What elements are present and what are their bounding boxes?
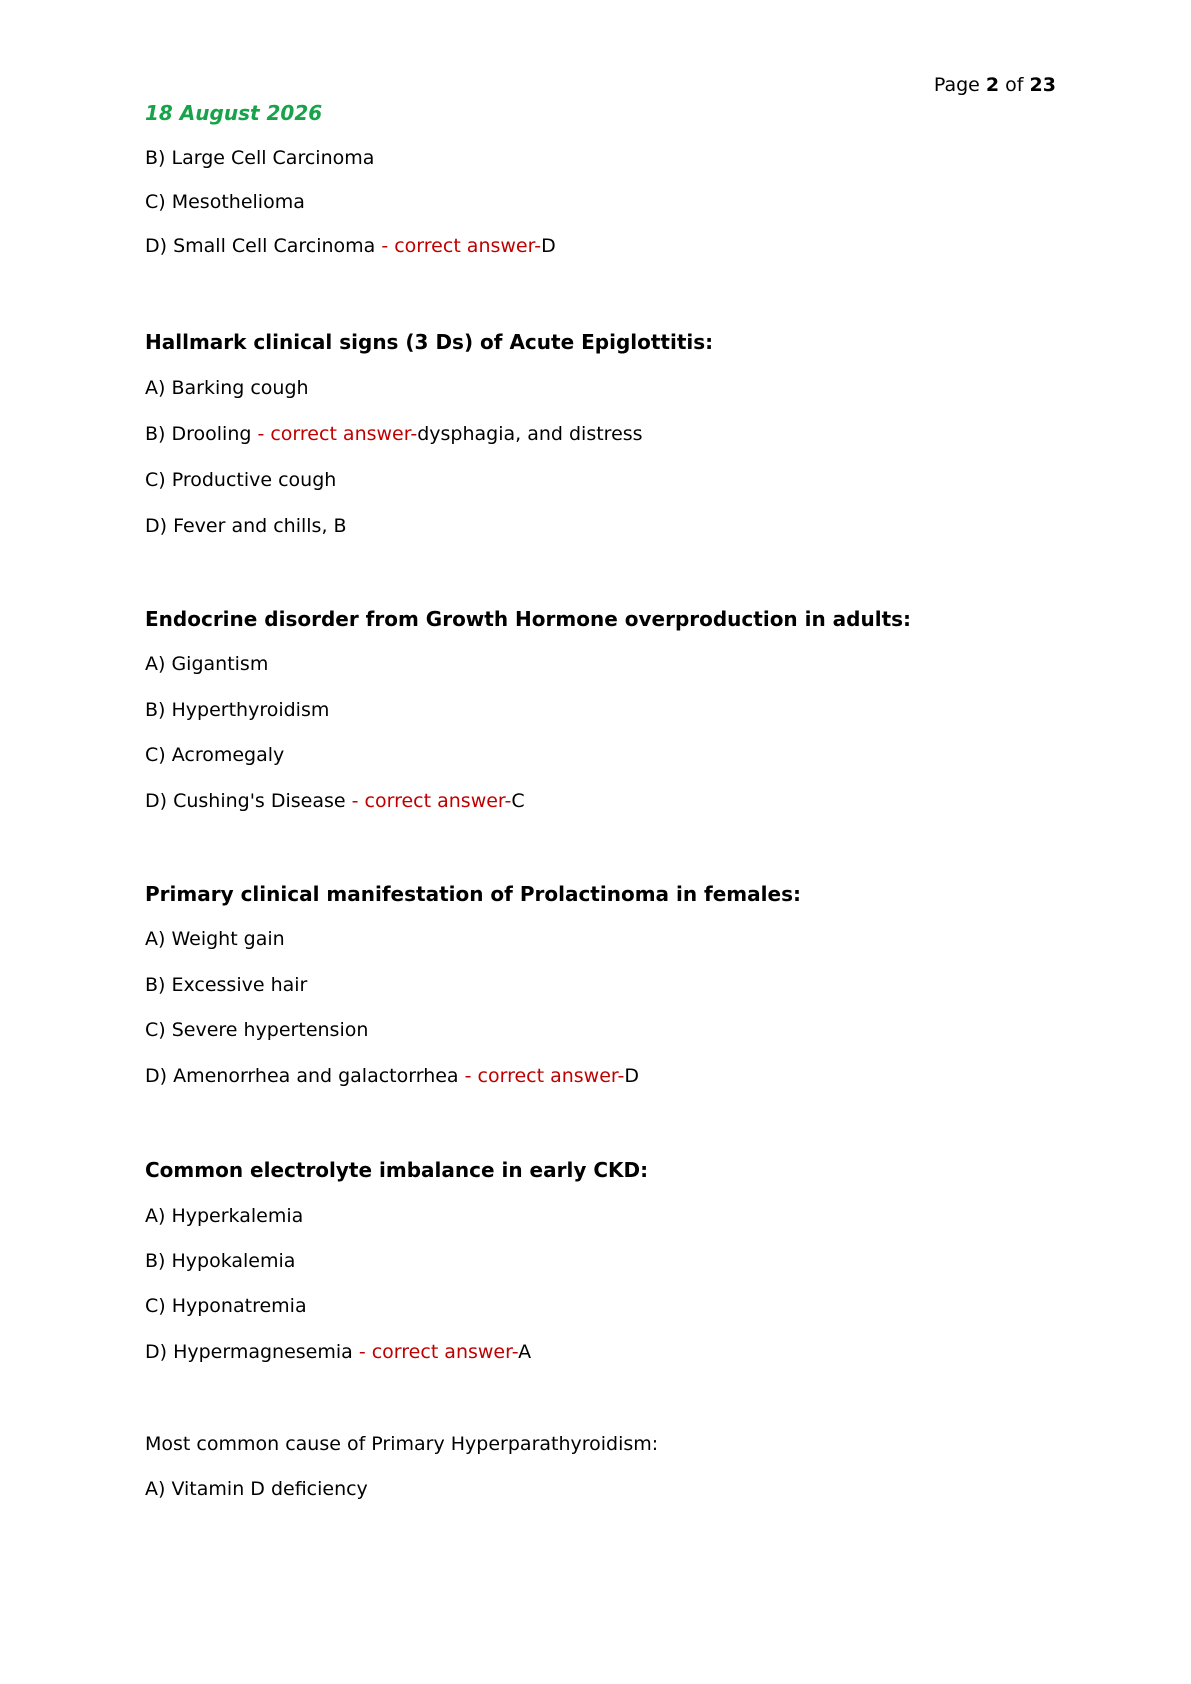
- answer-value: dysphagia, and distress: [417, 423, 643, 445]
- page-word: Page: [933, 74, 980, 96]
- correct-answer-tag: - correct answer-: [358, 1341, 519, 1363]
- option-line: [145, 422, 643, 446]
- option-line: [145, 1064, 639, 1088]
- option-line: B) Excessive hair: [145, 974, 308, 996]
- option-line: B) Hyperthyroidism: [145, 699, 330, 721]
- answer-value: A: [518, 1341, 532, 1363]
- answer-value: D: [541, 235, 556, 257]
- option-text: D) Hypermagnesemia: [145, 1341, 359, 1363]
- correct-answer-tag: - correct answer-: [381, 235, 542, 257]
- option-line: A) Gigantism: [145, 653, 269, 675]
- page-total: 23: [1029, 74, 1056, 96]
- option-line: B) Large Cell Carcinoma: [145, 147, 375, 169]
- option-line: B) Hypokalemia: [145, 1250, 296, 1272]
- page-of: of: [1005, 74, 1024, 96]
- option-line: C) Hyponatremia: [145, 1295, 307, 1317]
- correct-answer-tag: - correct answer-: [464, 1065, 625, 1087]
- question-heading: Hallmark clinical signs (3 Ds) of Acute Epiglottitis:: [145, 330, 714, 354]
- question-heading: Endocrine disorder from Growth Hormone overproduction in adults:: [145, 607, 912, 631]
- correct-answer-tag: - correct answer-: [257, 423, 418, 445]
- page-current: 2: [985, 74, 1000, 96]
- answer-value: C: [511, 790, 525, 812]
- question-heading: Common electrolyte imbalance in early CKD:: [145, 1158, 649, 1182]
- question-heading: Primary clinical manifestation of Prolactinoma in females:: [145, 882, 801, 906]
- option-text: D) Small Cell Carcinoma: [145, 235, 382, 257]
- option-line: [145, 789, 525, 813]
- option-line: [145, 234, 556, 258]
- option-text: D) Amenorrhea and galactorrhea: [145, 1065, 465, 1087]
- document-date: 18 August 2026: [145, 101, 323, 125]
- option-line: A) Barking cough: [145, 377, 309, 399]
- option-line: A) Vitamin D deficiency: [145, 1478, 368, 1500]
- option-line: C) Severe hypertension: [145, 1019, 369, 1041]
- option-line: A) Hyperkalemia: [145, 1205, 304, 1227]
- question-heading: Most common cause of Primary Hyperparathyroidism:: [145, 1433, 659, 1455]
- option-line: [145, 1340, 531, 1364]
- option-line: C) Productive cough: [145, 469, 337, 491]
- option-text: B) Drooling: [145, 423, 258, 445]
- option-line: C) Acromegaly: [145, 744, 285, 766]
- option-line: D) Fever and chills, B: [145, 515, 347, 537]
- option-text: D) Cushing's Disease: [145, 790, 352, 812]
- option-line: A) Weight gain: [145, 928, 285, 950]
- option-line: C) Mesothelioma: [145, 191, 305, 213]
- correct-answer-tag: - correct answer-: [351, 790, 512, 812]
- page-number: [934, 73, 1056, 97]
- answer-value: D: [624, 1065, 639, 1087]
